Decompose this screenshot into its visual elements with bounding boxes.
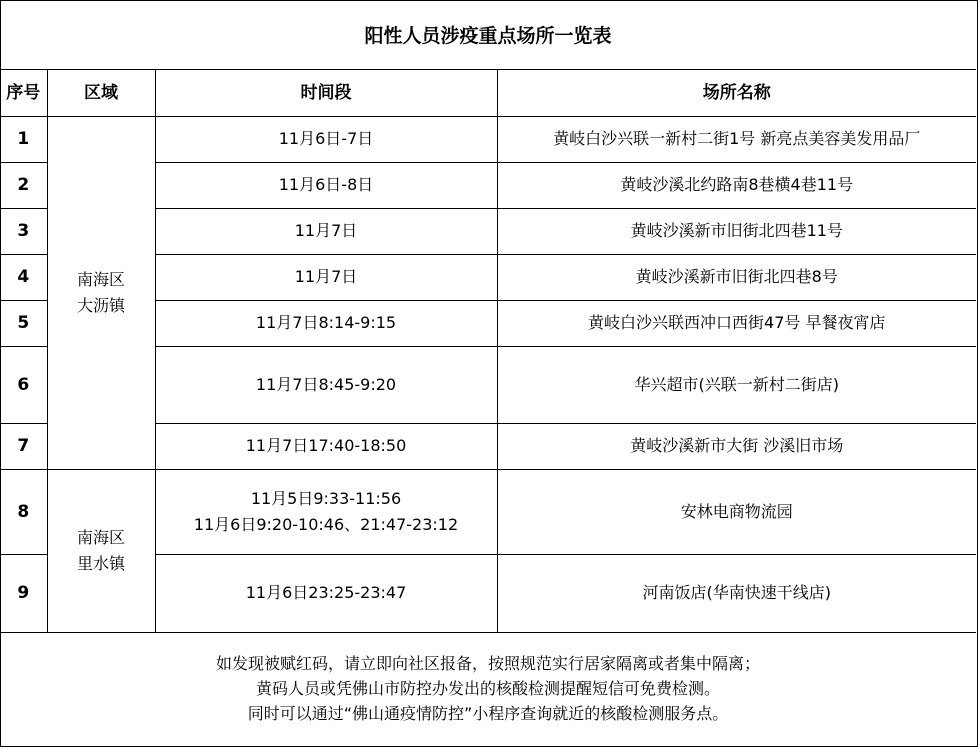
time-line: 11月6日9:20-10:46、21:47-23:12 <box>193 514 459 534</box>
row-seq: 8 <box>0 469 47 554</box>
row-seq: 6 <box>0 346 47 423</box>
row-time: 11月7日 <box>155 254 497 300</box>
row-time: 11月6日-8日 <box>155 162 497 208</box>
header-seq: 序号 <box>0 70 47 116</box>
note-line: 同时可以通过“佛山通疫情防控”小程序查询就近的核酸检测服务点。 <box>247 704 729 723</box>
row-place: 黄岐白沙兴联一新村二街1号 新亮点美容美发用品厂 <box>497 116 976 162</box>
row-place: 黄岐沙溪新市旧街北四巷8号 <box>497 254 976 300</box>
venue-table <box>0 70 976 633</box>
row-place: 黄岐沙溪新市大街 沙溪旧市场 <box>497 423 976 469</box>
row-time: 11月6日-7日 <box>155 116 497 162</box>
row-time <box>155 469 497 554</box>
row-place: 安林电商物流园 <box>497 469 976 554</box>
region-cell <box>47 116 155 469</box>
header-row <box>0 70 976 116</box>
row-seq: 4 <box>0 254 47 300</box>
table-title: 阳性人员涉疫重点场所一览表 <box>0 0 976 70</box>
row-place: 华兴超市(兴联一新村二街店) <box>497 346 976 423</box>
row-time: 11月7日17:40-18:50 <box>155 423 497 469</box>
note-line: 黄码人员或凭佛山市防控办发出的核酸检测提醒短信可免费检测。 <box>255 679 720 698</box>
region-line: 里水镇 <box>76 553 125 573</box>
region-cell <box>47 469 155 632</box>
row-seq: 2 <box>0 162 47 208</box>
row-place: 黄岐沙溪新市旧街北四巷11号 <box>497 208 976 254</box>
table-row <box>0 469 976 554</box>
row-place: 黄岐白沙兴联西冲口西街47号 早餐夜宵店 <box>497 300 976 346</box>
row-time: 11月7日8:14-9:15 <box>155 300 497 346</box>
row-time: 11月7日 <box>155 208 497 254</box>
table-row <box>0 116 976 162</box>
row-seq: 3 <box>0 208 47 254</box>
row-time: 11月7日8:45-9:20 <box>155 346 497 423</box>
note-line: 如发现被赋红码，请立即向社区报备，按照规范实行居家隔离或者集中隔离； <box>215 654 760 673</box>
header-place: 场所名称 <box>497 70 976 116</box>
row-seq: 7 <box>0 423 47 469</box>
region-line: 南海区 <box>76 269 125 289</box>
region-line: 南海区 <box>76 527 125 547</box>
row-place: 河南饭店(华南快速干线店) <box>497 554 976 632</box>
row-seq: 5 <box>0 300 47 346</box>
region-line: 大沥镇 <box>76 295 125 315</box>
row-place: 黄岐沙溪北约路南8巷横4巷11号 <box>497 162 976 208</box>
row-seq: 9 <box>0 554 47 632</box>
time-line: 11月5日9:33-11:56 <box>250 488 402 508</box>
header-region: 区域 <box>47 70 155 116</box>
notes-section <box>0 632 976 745</box>
header-time: 时间段 <box>155 70 497 116</box>
row-seq: 1 <box>0 116 47 162</box>
row-time: 11月6日23:25-23:47 <box>155 554 497 632</box>
